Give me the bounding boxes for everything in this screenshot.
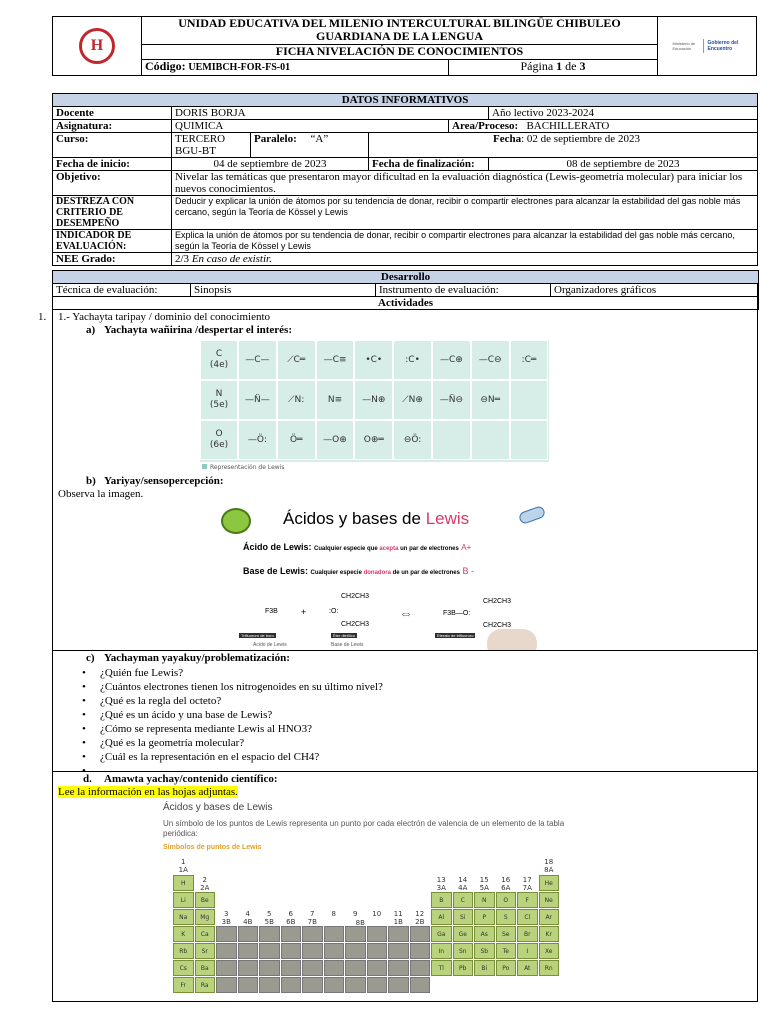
tag-eterato: Eterato de trifluoruro xyxy=(437,633,474,638)
lewis-row-label: N (5e) xyxy=(200,380,238,420)
group-label: 12 2B xyxy=(415,910,425,926)
group-label: 10 xyxy=(372,910,382,918)
transition-metal-block xyxy=(302,926,323,942)
transition-metal-block xyxy=(216,926,237,942)
form-code: Código: UEMIBCH-FOR-FS-01 xyxy=(142,60,449,76)
element-symbol-cell: As xyxy=(474,926,495,942)
periodic-table-image xyxy=(155,800,590,1000)
lewis-structure-cell: O⊕═ xyxy=(354,420,393,460)
element-symbol-cell: H xyxy=(173,875,194,891)
page-number: Página 1 de 3 xyxy=(449,60,658,76)
nee-value: 2/3 En caso de existir. xyxy=(172,253,758,266)
header-table xyxy=(52,16,757,76)
base-definition: Base de Lewis: Cualquier especie donadora de un par de electrones B - xyxy=(243,566,474,576)
periodic-subtitle: Símbolos de puntos de Lewis xyxy=(163,844,262,851)
element-symbol-cell: Al xyxy=(431,909,452,925)
school-name: UNIDAD EDUCATIVA DEL MILENIO INTERCULTURAL BILINGÜE CHIBULEO GUARDIANA DE LA LENGUA xyxy=(142,17,658,45)
transition-metal-block xyxy=(281,926,302,942)
ch2ch3-right-bottom: CH2CH3 xyxy=(483,622,512,629)
indicador-value: Explica la unión de átomos por su tendencia de donar, recibir o compartir electrones para alcanzar la estabilidad del gas noble más cercano, según la Teoría de Kössel y Lewis xyxy=(172,230,758,253)
element-symbol-cell: Rn xyxy=(539,960,560,976)
curso-value: TERCERO BGU-BT xyxy=(172,133,251,158)
section-c-title: Yachayman yayakuy/problematización: xyxy=(104,652,290,664)
element-symbol-cell: Na xyxy=(173,909,194,925)
desarrollo-title: Desarrollo xyxy=(53,271,759,284)
section-d-label: d. xyxy=(83,773,92,785)
periodic-title: Ácidos y bases de Lewis xyxy=(163,802,273,813)
lewis-structure-cell: ⊖N═ xyxy=(471,380,510,420)
element-symbol-cell: Sn xyxy=(453,943,474,959)
ch2ch3-top: CH2CH3 xyxy=(341,593,370,600)
element-symbol-cell: Mg xyxy=(195,909,216,925)
transition-metal-block xyxy=(238,960,259,976)
element-symbol-cell: Ga xyxy=(431,926,452,942)
section-c-label: c) xyxy=(86,652,95,664)
question-item: • ¿Cómo se representa mediante Lewis al HNO3? xyxy=(76,722,736,736)
group-label: 2 2A xyxy=(200,876,210,892)
transition-metal-block xyxy=(259,960,280,976)
lewis-row-label: O (6e) xyxy=(200,420,238,460)
anio-lectivo: Año lectivo 2023-2024 xyxy=(489,107,758,120)
destreza-value: Deducir y explicar la unión de átomos por su tendencia de donar, recibir o compartir electrones para alcanzar la estabilidad del gas noble más cercano, según la Teoría de Kössel y Lewis xyxy=(172,196,758,230)
lewis-structure-cell: ⟋C═ xyxy=(277,340,316,380)
lewis-representation-image xyxy=(200,340,549,462)
transition-metal-block xyxy=(345,926,366,942)
acid-definition: Ácido de Lewis: Cualquier especie que acepta un par de electrones A+ xyxy=(243,542,472,552)
transition-metal-block xyxy=(367,926,388,942)
element-symbol-cell: Fr xyxy=(173,977,194,993)
section-a-label: a) xyxy=(86,324,96,336)
transition-metal-block xyxy=(410,943,431,959)
element-symbol-cell: Ne xyxy=(539,892,560,908)
group-label: 16 6A xyxy=(501,876,511,892)
desarrollo-table xyxy=(52,270,759,310)
instrumento-value: Organizadores gráficos xyxy=(551,284,759,297)
element-symbol-cell: Se xyxy=(496,926,517,942)
ministry-logo-cell xyxy=(658,17,757,76)
transition-metal-block xyxy=(367,943,388,959)
element-symbol-cell: Ge xyxy=(453,926,474,942)
lewis-structure-cell: —O⊕ xyxy=(316,420,355,460)
lewis-structure-cell: :C• xyxy=(393,340,432,380)
transition-metal-block xyxy=(302,943,323,959)
tecnica-label: Técnica de evaluación: xyxy=(53,284,191,297)
lewis-structure-cell: —N̈— xyxy=(238,380,277,420)
group-label: 1 1A xyxy=(178,858,188,874)
transition-metal-block xyxy=(345,943,366,959)
asignatura-value: QUIMICA xyxy=(172,120,449,133)
group-label: 17 7A xyxy=(522,876,532,892)
inicio-value: 04 de septiembre de 2023 xyxy=(172,158,369,171)
instrumento-label: Instrumento de evaluación: xyxy=(376,284,551,297)
element-symbol-cell: Sr xyxy=(195,943,216,959)
section-b-title: Yariyay/sensopercepción: xyxy=(104,475,224,487)
sub-base: Base de Lewis xyxy=(331,642,364,648)
group-label: 13 3A xyxy=(436,876,446,892)
group-label: 5 5B xyxy=(264,910,274,926)
element-symbol-cell: He xyxy=(539,875,560,891)
question-item: • ¿Qué es la geometría molecular? xyxy=(76,736,736,750)
element-symbol-cell: F xyxy=(517,892,538,908)
question-item: • ¿Cuántos electrones tienen los nitrogenoides en su último nivel? xyxy=(76,680,736,694)
group-label: 4 4B xyxy=(243,910,253,926)
transition-metal-block xyxy=(367,960,388,976)
element-symbol-cell: Sb xyxy=(474,943,495,959)
section-b-label: b) xyxy=(86,475,96,487)
element-symbol-cell: K xyxy=(173,926,194,942)
read-instruction: Lee la información en las hojas adjuntas. xyxy=(58,786,238,798)
tag-trifluoruro: Trifluoruro de boro xyxy=(241,633,274,638)
group-8b-label: 8B xyxy=(355,919,365,927)
lewis-row-label: C (4e) xyxy=(200,340,238,380)
element-symbol-cell: Ra xyxy=(195,977,216,993)
element-symbol-cell: S xyxy=(496,909,517,925)
transition-metal-block xyxy=(410,977,431,993)
question-item: • ¿Qué es la regla del octeto? xyxy=(76,694,736,708)
element-symbol-cell: Cl xyxy=(517,909,538,925)
fin-value: 08 de septiembre de 2023 xyxy=(489,158,758,171)
element-symbol-cell: Li xyxy=(173,892,194,908)
group-label: 15 5A xyxy=(479,876,489,892)
question-item: • ¿Cuál es la representación en el espacio del CH4? xyxy=(76,750,736,764)
tecnica-value: Sinopsis xyxy=(191,284,376,297)
o-atom: :O: xyxy=(329,608,339,615)
transition-metal-block xyxy=(302,960,323,976)
element-symbol-cell: C xyxy=(453,892,474,908)
objetivo-label: Objetivo: xyxy=(53,171,172,196)
question-item: • ¿Qué es un ácido y una base de Lewis? xyxy=(76,708,736,722)
element-symbol-cell: At xyxy=(517,960,538,976)
section-b-text: Observa la imagen. xyxy=(58,488,144,500)
transition-metal-block xyxy=(281,977,302,993)
asignatura-label: Asignatura: xyxy=(53,120,172,133)
group-label: 14 4A xyxy=(458,876,468,892)
element-symbol-cell: Ar xyxy=(539,909,560,925)
ch2ch3-right-top: CH2CH3 xyxy=(483,598,512,605)
lewis-structure-cell xyxy=(510,420,549,460)
school-logo: H xyxy=(79,28,115,64)
element-symbol-cell: Si xyxy=(453,909,474,925)
lewis-structure-cell: —N̈⊖ xyxy=(432,380,471,420)
item-number: 1. xyxy=(38,311,47,323)
transition-metal-block xyxy=(345,977,366,993)
banner-title: Ácidos y bases de Lewis xyxy=(283,509,470,528)
element-symbol-cell: Ba xyxy=(195,960,216,976)
actividades-title: Actividades xyxy=(53,297,759,310)
transition-metal-block xyxy=(281,943,302,959)
lewis-structure-cell: —C≡ xyxy=(316,340,355,380)
transition-metal-block xyxy=(410,926,431,942)
lewis-structure-cell: —C⊕ xyxy=(432,340,471,380)
transition-metal-block xyxy=(238,977,259,993)
lewis-structure-cell: ⟋N: xyxy=(277,380,316,420)
datos-title: DATOS INFORMATIVOS xyxy=(53,94,758,107)
transition-metal-block xyxy=(259,977,280,993)
transition-metal-block xyxy=(324,943,345,959)
section-d-title: Amawta yachay/contenido científico: xyxy=(104,773,278,785)
double-arrow-icon: ⇔ xyxy=(399,605,413,621)
transition-metal-block xyxy=(238,943,259,959)
section-a-title: Yachayta wañirina /despertar el interés: xyxy=(104,324,292,336)
question-item: • ¿Quién fue Lewis? xyxy=(76,666,736,680)
item-title: 1.- Yachayta taripay / dominio del conocimiento xyxy=(58,311,271,323)
docente-label: Docente xyxy=(53,107,172,120)
transition-metal-block xyxy=(238,926,259,942)
element-symbol-cell: B xyxy=(431,892,452,908)
element-symbol-cell: Po xyxy=(496,960,517,976)
transition-metal-block xyxy=(324,926,345,942)
element-symbol-cell: Be xyxy=(195,892,216,908)
element-symbol-cell: Cs xyxy=(173,960,194,976)
element-symbol-cell: N xyxy=(474,892,495,908)
group-label: 11 1B xyxy=(393,910,403,926)
form-title: FICHA NIVELACIÓN DE CONOCIMIENTOS xyxy=(142,44,658,60)
transition-metal-block xyxy=(216,977,237,993)
lewis-structure-cell: ⟋N⊕ xyxy=(393,380,432,420)
nee-label: NEE Grado: xyxy=(53,253,172,266)
lewis-structure-cell xyxy=(471,420,510,460)
tag-eter: Éter dietílico xyxy=(333,633,356,638)
transition-metal-block xyxy=(216,943,237,959)
transition-metal-block xyxy=(324,960,345,976)
element-symbol-cell: Xe xyxy=(539,943,560,959)
pills-icon xyxy=(518,505,547,525)
lewis-structure-cell: •C• xyxy=(354,340,393,380)
group-label: 9 xyxy=(353,910,358,918)
area-cell: Area/Proceso: BACHILLERATO xyxy=(449,120,758,133)
school-logo-cell xyxy=(53,17,142,76)
lewis-structure-cell: Ö═ xyxy=(277,420,316,460)
lewis-structure-cell: —N⊕ xyxy=(354,380,393,420)
hand-icon xyxy=(487,629,537,650)
group-label: 6 6B xyxy=(286,910,296,926)
destreza-label: DESTREZA CON CRITERIO DE DESEMPEÑO xyxy=(53,196,172,230)
separator-d xyxy=(52,771,757,772)
group-label: 8 xyxy=(331,910,336,918)
transition-metal-block xyxy=(388,926,409,942)
separator-c xyxy=(52,650,757,651)
element-symbol-cell: O xyxy=(496,892,517,908)
element-symbol-cell: Pb xyxy=(453,960,474,976)
fin-label: Fecha de finalización: xyxy=(369,158,489,171)
curso-label: Curso: xyxy=(53,133,172,158)
datos-informativos-table xyxy=(52,93,758,266)
group-label: 7 7B xyxy=(307,910,317,926)
lewis-structure-cell: ⊖Ö: xyxy=(393,420,432,460)
element-symbol-cell: I xyxy=(517,943,538,959)
objetivo-value: Nivelar las temáticas que presentaron mayor dificultad en la evaluación diagnóstica (Lewis-geometría molecular) para iniciar los nuevos conocimientos. xyxy=(172,171,758,196)
lewis-structure-cell: —C⊖ xyxy=(471,340,510,380)
sub-acid: Ácido de Lewis xyxy=(253,642,287,648)
f3b-o-complex: F3B—O: xyxy=(443,610,471,617)
element-symbol-cell: Bi xyxy=(474,960,495,976)
inicio-label: Fecha de inicio: xyxy=(53,158,172,171)
transition-metal-block xyxy=(259,943,280,959)
transition-metal-block xyxy=(410,960,431,976)
lewis-structure-cell xyxy=(432,420,471,460)
group-label: 18 8A xyxy=(544,858,554,874)
plus-sign: + xyxy=(301,607,307,617)
ch2ch3-bottom: CH2CH3 xyxy=(341,621,370,628)
element-symbol-cell: Tl xyxy=(431,960,452,976)
paralelo-cell: Paralelo: “A” xyxy=(251,133,369,158)
element-symbol-cell: Rb xyxy=(173,943,194,959)
element-symbol-cell: Te xyxy=(496,943,517,959)
group-label: 3 3B xyxy=(221,910,231,926)
transition-metal-block xyxy=(259,926,280,942)
lewis-structure-cell: :C═ xyxy=(510,340,549,380)
transition-metal-block xyxy=(388,943,409,959)
lewis-structure-cell: N≡ xyxy=(316,380,355,420)
transition-metal-block xyxy=(302,977,323,993)
element-symbol-cell: In xyxy=(431,943,452,959)
transition-metal-block xyxy=(388,960,409,976)
element-symbol-cell: Ca xyxy=(195,926,216,942)
lewis-banner-image xyxy=(213,503,550,650)
lewis-structure-cell xyxy=(510,380,549,420)
lewis-legend: Representación de Lewis xyxy=(202,464,284,471)
transition-metal-block xyxy=(281,960,302,976)
element-symbol-cell: P xyxy=(474,909,495,925)
lime-icon xyxy=(221,508,251,534)
element-symbol-cell: Kr xyxy=(539,926,560,942)
problem-questions xyxy=(76,666,736,778)
government-logo: Gobierno del Encuentro xyxy=(707,40,739,52)
f3b-label: F3B xyxy=(265,608,278,615)
transition-metal-block xyxy=(324,977,345,993)
transition-metal-block xyxy=(345,960,366,976)
indicador-label: INDICADOR DE EVALUACIÓN: xyxy=(53,230,172,253)
ministry-logo: Ministerio de Educación xyxy=(672,41,696,51)
lewis-structure-cell: —C— xyxy=(238,340,277,380)
transition-metal-block xyxy=(367,977,388,993)
periodic-intro: Un símbolo de los puntos de Lewis representa un punto por cada electrón de valencia de un elemento de la tabla periódica: xyxy=(163,819,565,838)
lewis-structure-cell: —Ö: xyxy=(238,420,277,460)
element-symbol-cell: Br xyxy=(517,926,538,942)
docente-value: DORIS BORJA xyxy=(172,107,489,120)
transition-metal-block xyxy=(216,960,237,976)
transition-metal-block xyxy=(388,977,409,993)
fecha-cell: Fecha: 02 de septiembre de 2023 xyxy=(369,133,758,158)
